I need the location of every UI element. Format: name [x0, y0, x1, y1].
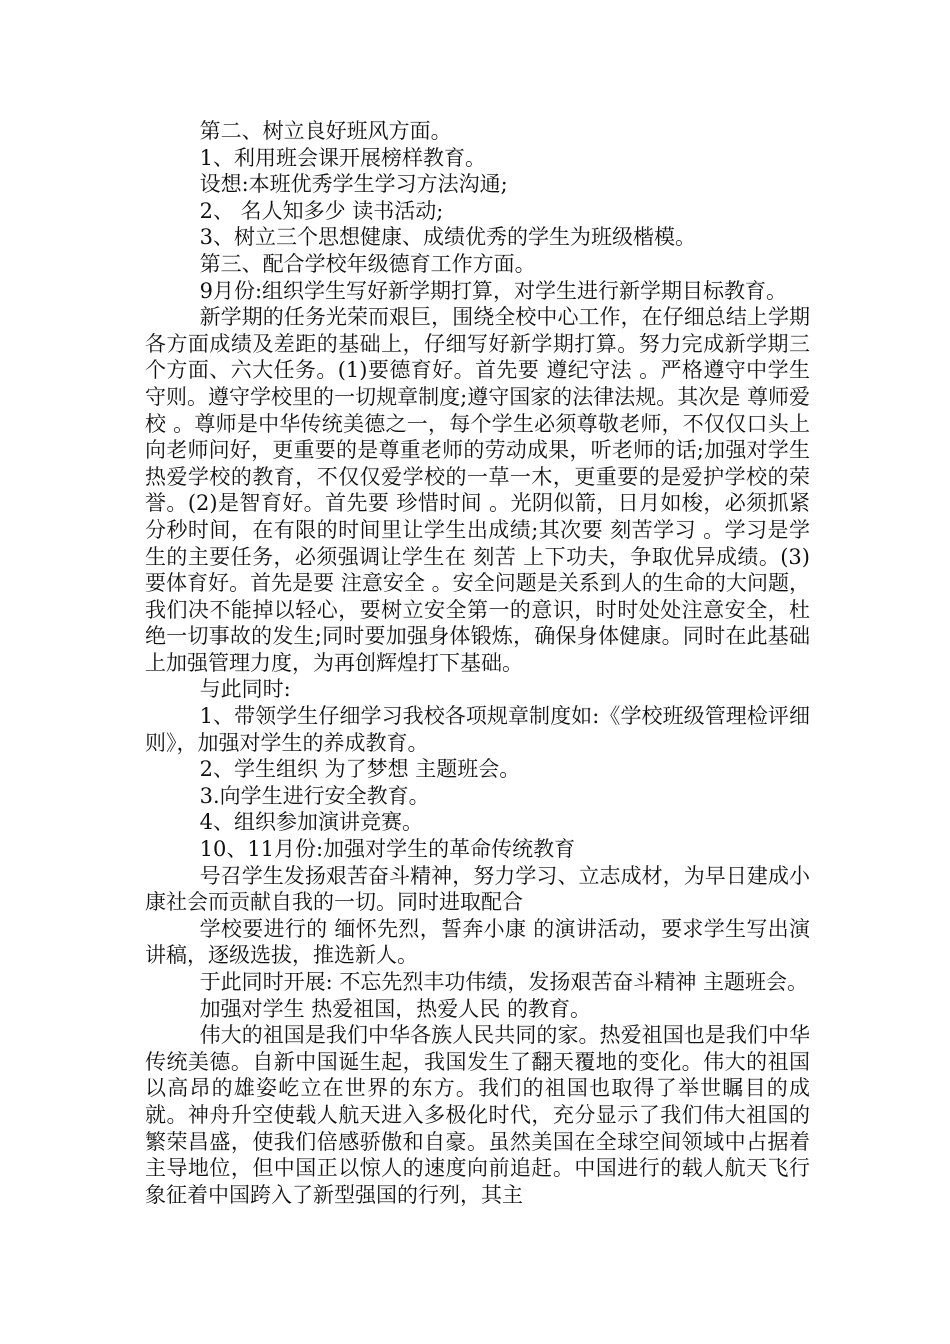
paragraph: 号召学生发扬艰苦奋斗精神，努力学习、立志成材，为早日建成小康社会而贡献自我的一切。同时进取配合 — [145, 863, 810, 915]
paragraph: 设想:本班优秀学生学习方法沟通; — [199, 172, 508, 197]
paragraph: 第二、树立良好班风方面。 — [199, 119, 452, 143]
paragraph: 1、带领学生仔细学习我校各项规章制度如:《学校班级管理检评细则》，加强对学生的养成教育。 — [145, 704, 810, 755]
paragraph: 2、 名人知多少 读书活动; — [199, 198, 444, 223]
paragraph: 2、学生组织 为了梦想 主题班会。 — [199, 757, 521, 782]
paragraph: 9月份:组织学生写好新学期打算，对学生进行新学期目标教育。 — [199, 278, 788, 303]
paragraph: 新学期的任务光荣而艰巨，围绕全校中心工作，在仔细总结上学期各方面成绩及差距的基础上，仔细写好新学期打算。努力完成新学期三个方面、六大任务。(1)要德育好。首先要 遵纪守法 。严格遵守中学生守则。遵守学校里的一切规章制度;遵守国家的法律法规。其次是 尊师爱校 。尊师是中华传统美德之一，每个学生必须尊敬老师，不仅仅口头上向老师问好，更重要的是尊重老师的劳动成果，听老师的话;加强对学生热爱学校的教育，不仅仅爱学校的一草一木，更重要的是爱护学校的荣誉。(2)是智育好。首先要 珍惜时间 。光阴似箭，日月如梭，必须抓紧分秒时间，在有限的时间里让学生出成绩;其次要 刻苦学习 。学习是学生的主要任务，必须强调让学生在 刻苦 上下功夫，争取优异成绩。(3)要体育好。首先是要 注意安全 。安全问题是关系到人的生命的大问题，我们决不能掉以轻心，要树立安全第一的意识，时时处处注意安全，杜绝一切事故的发生;同时要加强身体锻炼，确保身体健康。同时在此基础上加强管理力度，为再创辉煌打下基础。 — [145, 305, 810, 675]
paragraph: 10、11月份:加强对学生的革命传统教育 — [199, 837, 576, 862]
paragraph: 学校要进行的 缅怀先烈，誓奔小康 的演讲活动，要求学生写出演讲稿，逐级选拔，推选新人。 — [145, 916, 810, 968]
paragraph: 4、组织参加演讲竞赛。 — [199, 810, 423, 835]
paragraph: 3.向学生进行安全教育。 — [199, 783, 430, 808]
paragraph: 第三、配合学校年级德育工作方面。 — [199, 251, 536, 276]
paragraph: 3、树立三个思想健康、成绩优秀的学生为班级楷模。 — [199, 225, 696, 250]
paragraph: 伟大的祖国是我们中华各族人民共同的家。热爱祖国也是我们中华传统美德。自新中国诞生起，我国发生了翻天覆地的变化。伟大的祖国以高昂的雄姿屹立在世界的东方。我们的祖国也取得了举世瞩目的成就。神舟升空使载人航天进入多极化时代，充分显示了我们伟大祖国的繁荣昌盛，使我们倍感骄傲和自豪。虽然美国在全球空间领域中占据着主导地位，但中国正以惊人的速度向前追赶。中国进行的载人航天飞行象征着中国跨入了新型强国的行列，其主 — [145, 1023, 810, 1207]
paragraph: 于此同时开展: 不忘先烈丰功伟绩，发扬艰苦奋斗精神 主题班会。 — [199, 970, 809, 994]
document-body — [145, 118, 810, 1208]
paragraph: 加强对学生 热爱祖国，热爱人民 的教育。 — [199, 996, 591, 1021]
paragraph: 与此同时: — [199, 677, 291, 702]
paragraph: 1、利用班会课开展榜样教育。 — [199, 145, 486, 170]
